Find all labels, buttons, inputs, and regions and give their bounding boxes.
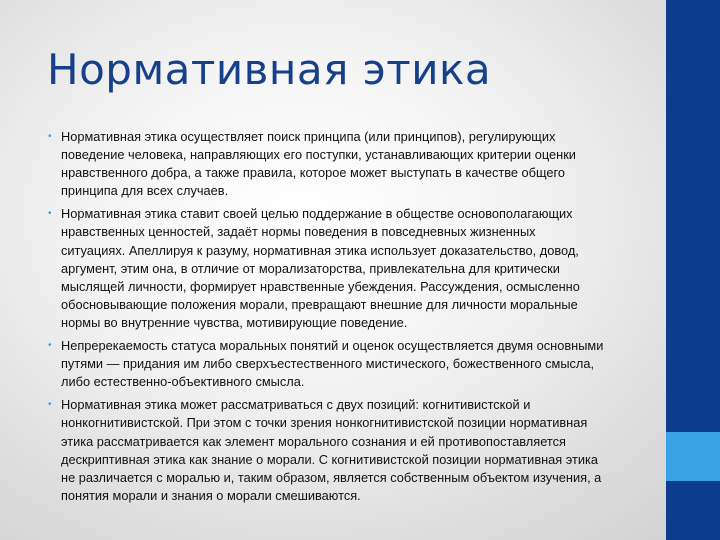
bullet-line: нравственных ценностей, задаёт нормы поведения в повседневных жизненных (61, 224, 536, 240)
bullet-icon: • (48, 399, 52, 411)
bullet-line: аргумент, этим она, в отличие от морализаторства, привлекательна для критически (61, 260, 560, 276)
bullet-icon: • (48, 131, 52, 142)
bullet-line: поведение человека, направляющих его поступки, устанавливающих критерии оценки (61, 147, 576, 163)
bullet-item (48, 396, 638, 505)
bullet-line: Нормативная этика может рассматриваться с двух позиций: когнитивистской и (61, 397, 531, 413)
slide-title: Нормативная этика (47, 45, 492, 94)
bullet-item (48, 337, 638, 391)
bullet-line: нонкогнитивистской. При этом с точки зрения нонкогнитивистской позиции нормативная (61, 415, 588, 431)
bullet-list (48, 128, 638, 510)
bullet-line: мыслящей личности, формирует нравственные убеждения. Рассуждения, осмысленно (61, 278, 580, 294)
bullet-line: Непререкаемость статуса моральных понятий и оценок осуществляется двумя основными (61, 338, 604, 354)
bullet-line: дескриптивная этика как знание о морали. С когнитивистской позиции нормативная этика (61, 451, 599, 467)
bullet-line: обосновывающие положения морали, превращают внешние для личности моральные (61, 296, 578, 312)
bullet-line: этика рассматривается как элемент морального сознания и ей противопоставляется (61, 433, 566, 449)
bullet-line: Нормативная этика осуществляет поиск принципа (или принципов), регулирующих (61, 129, 556, 144)
sidebar-accent-block (666, 432, 720, 481)
bullet-line: нормы во внутренние чувства, мотивирующие поведение. (61, 314, 408, 330)
bullet-line: принципа для всех случаев. (61, 183, 229, 199)
bullet-line: нравственного добра, а также правила, которое может выступать в качестве общего (61, 165, 565, 181)
bullet-line: не различается с моралью и, таким образом, является собственным объектом изучения, а (61, 469, 602, 485)
bullet-item (48, 128, 638, 200)
bullet-line: путями — придания им либо сверхъестественного мистического, божественного смысла, (61, 356, 595, 372)
bullet-line: понятия морали и знания о морали смешиваются. (61, 487, 361, 503)
bullet-line: Нормативная этика ставит своей целью поддержание в обществе основополагающих (61, 206, 573, 222)
bullet-line: ситуациях. Апеллируя к разуму, нормативная этика использует доказательство, довод, (61, 242, 579, 258)
bullet-item (48, 205, 638, 332)
bullet-icon: • (48, 208, 52, 220)
bullet-line: либо естественно-объективного смысла. (61, 374, 305, 390)
bullet-icon: • (48, 340, 52, 352)
